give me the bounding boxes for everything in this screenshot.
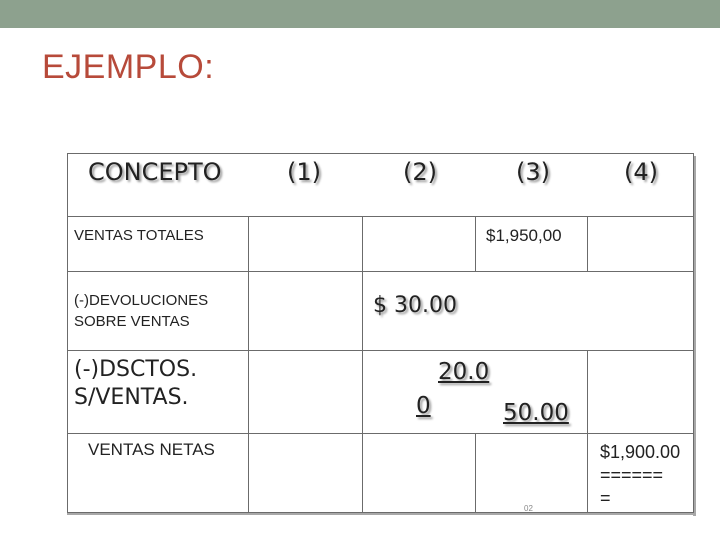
table-border-left [67,153,68,513]
table-border-right [693,153,694,513]
header-col-1: (1) [287,158,321,186]
cell-ventas-netas-col4-line3: = [600,488,611,508]
footer-mark: 02 [524,504,533,513]
table-divider [67,271,694,272]
cell-descuentos-col2-line1: 20.0 [438,359,490,385]
table-divider [248,216,249,513]
row-label-devoluciones-line2: SOBRE VENTAS [74,313,190,330]
cell-ventas-totales-col3: $1,950,00 [486,226,562,245]
row-label-descuentos-line1: (-)DSCTOS. [74,357,198,382]
table-divider [475,433,476,513]
row-label-devoluciones-line1: (-)DEVOLUCIONES [74,292,209,309]
cell-ventas-netas-col4-line1: $1,900.00 [600,442,681,462]
table-divider [475,216,476,271]
table-divider [67,216,694,217]
cell-devoluciones-col2: $ 30.00 [373,293,457,318]
table-divider [362,216,363,513]
table-divider [587,216,588,271]
table-divider [67,433,694,434]
header-col-3: (3) [516,158,550,186]
cell-descuentos-col3: 50.00 [503,400,569,426]
table-border-top [67,153,694,154]
header-bar [0,0,720,28]
row-label-ventas-netas: VENTAS NETAS [88,440,215,459]
header-concepto: CONCEPTO [88,158,222,186]
cell-descuentos-col2-line2: 0 [416,393,431,419]
table-border-bottom [67,512,694,513]
cell-ventas-netas-col4-line2: ====== [600,465,664,485]
header-col-4: (4) [624,158,658,186]
row-label-ventas-totales: VENTAS TOTALES [74,227,204,244]
table-divider [67,350,694,351]
header-col-2: (2) [403,158,437,186]
slide-title: EJEMPLO: [42,48,215,86]
row-label-descuentos-line2: S/VENTAS. [74,385,189,410]
table-divider [587,350,588,513]
